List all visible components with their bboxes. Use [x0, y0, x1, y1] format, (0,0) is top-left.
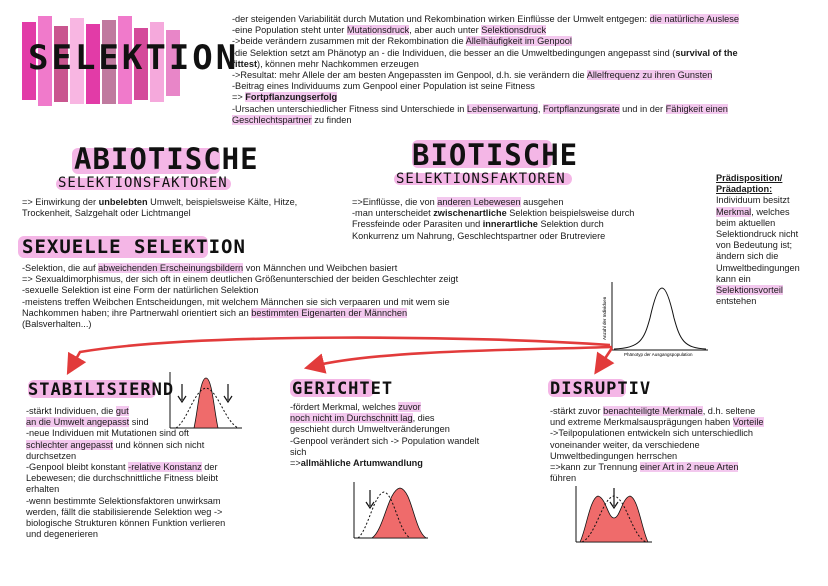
highlighted-term: anderen Lebewesen	[437, 197, 521, 207]
highlighted-term: -relative Konstanz	[128, 462, 202, 473]
text-line: Individuum besitzt	[716, 195, 790, 206]
highlighted-term: schlechter angepasst	[26, 439, 113, 450]
text-line: und degenerieren	[26, 529, 99, 540]
highlighted-term: Fortpflanzungsrate	[543, 103, 620, 114]
highlighted-term: Lebenserwartung	[466, 103, 538, 114]
directional-graph	[350, 480, 432, 542]
text-line: Trockenheit, Salzgehalt oder Lichtmangel	[22, 208, 191, 219]
abiotic-heading: ABIOTISCHE	[74, 142, 259, 176]
highlighted-term: an die Umwelt angepasst	[26, 417, 130, 428]
text-line: -Beitrag eines Individuums zum Genpool einer Population ist seine Fitness	[232, 81, 535, 92]
sexual-heading: SEXUELLE SELEKTION	[22, 236, 246, 258]
disruptive-text	[550, 406, 820, 484]
arrow-to-disruptive	[600, 348, 612, 366]
text-line: ->Teilpopulationen entwickeln sich unterschiedlich	[550, 428, 754, 439]
text-line: ->Resultat: mehr Allele der am besten Angepassten im Genpool, d.h. sie verändern die Allelfrequenz zu ihren Gunsten	[232, 70, 713, 81]
highlighted-term: Fortpflanzungserfolg	[245, 92, 338, 103]
text-line: entstehen	[716, 296, 757, 307]
highlighted-term: zuvor	[398, 402, 421, 412]
text-line: führen	[550, 473, 577, 484]
bold-term: survival of the	[675, 47, 738, 58]
text-line: => Einwirkung der unbelebten Umwelt, beispielsweise Kälte, Hitze,	[22, 197, 298, 207]
bold-term: unbelebten	[98, 197, 148, 207]
text-line: -Genpool verändert sich -> Population wandelt	[290, 435, 480, 446]
arrow-to-directional	[314, 347, 612, 366]
text-line: kann ein	[716, 273, 751, 284]
text-line: Umweltbedingungen herrschen	[550, 450, 678, 461]
text-line: Umweltbedingungen	[716, 262, 800, 273]
main-graph-xlabel: Phänotyp der Ausgangspopulation	[624, 352, 693, 357]
text-line: noch nicht im Durchschnitt lag, dies	[290, 413, 435, 424]
stabilizing-heading: STABILISIERND	[28, 380, 175, 400]
text-line: durchsetzen	[26, 450, 77, 461]
down-arrow-icon	[610, 488, 618, 508]
text-line: an die Umwelt angepasst sind	[26, 417, 149, 428]
text-line: von Bedeutung ist;	[716, 240, 793, 251]
text-line: -die Selektion setzt am Phänotyp an - die Individuen, die besser an die Umweltbedingungen angepasst sind (survival of the	[232, 47, 738, 58]
text-line: -neue Individuen mit Mutationen sind oft	[26, 428, 189, 439]
highlighted-term: Selektionsdruck	[481, 25, 547, 36]
text-line: Fressfeinde oder Parasiten und innerartliche Selektion durch	[352, 219, 604, 230]
text-line: -stärkt Individuen, die gut	[26, 406, 129, 416]
text-line: ->beide verändern zusammen mit der Rekombination die Allelhäufigkeit im Genpool	[232, 36, 572, 47]
highlighted-term: Mutationsdruck	[346, 25, 410, 36]
text-line: geschieht durch Umweltveränderungen	[290, 424, 450, 435]
text-line: (Balsverhalten...)	[22, 319, 92, 330]
main-graph-ylabel: Anzahl der Individuen	[602, 296, 607, 340]
text-line: Selektiondruck nicht	[716, 229, 799, 240]
bold-term: innerartliche	[482, 219, 538, 230]
bold-term: fittest	[232, 58, 258, 69]
text-line: -der steigenden Variabilität durch Mutation und Rekombination wirken Einflüsse der Umwelt entgegen: die natürliche Auslese	[232, 14, 739, 24]
text-line: sich	[290, 446, 307, 457]
highlighted-term: gut	[115, 406, 129, 416]
highlighted-term: Vorteile	[732, 417, 764, 428]
text-line: Lebewesen; die durchschnittliche Fitness bleibt	[26, 473, 219, 484]
text-line: -Selektion, die auf abweichenden Erscheinungsbildern von Männchen und Weibchen basiert	[22, 263, 398, 273]
highlighted-term: benachteiligte Merkmale	[603, 406, 703, 416]
biotic-subheading: SELEKTIONSFAKTOREN	[396, 171, 566, 187]
text-line: ändern sich die	[716, 251, 779, 262]
highlighted-term: abweichenden Erscheinungsbildern	[98, 263, 244, 273]
highlighted-term: noch nicht im Durchschnitt lag	[290, 413, 413, 424]
text-line: Merkmal, welches	[716, 206, 790, 217]
down-arrow-icon	[224, 384, 232, 402]
highlighted-term: Merkmal	[716, 206, 752, 217]
text-line: -man unterscheidet zwischenartliche Selektion beispielsweise durch	[352, 208, 635, 219]
text-line: werden, fällt die stabilisierende Selektion weg ->	[26, 506, 223, 517]
text-line: Geschlechtspartner zu finden	[232, 114, 352, 125]
text-line: -Genpool bleibt konstant -relative Konstanz der	[26, 462, 218, 473]
text-line: =>Einflüsse, die von anderen Lebewesen ausgehen	[352, 197, 564, 207]
directional-text	[290, 402, 530, 469]
bold-term: allmähliche Artumwandlung	[300, 458, 423, 469]
text-line: Nachkommen haben; ihre Partnerwahl orientiert sich an bestimmten Eigenarten der Männchen	[22, 307, 408, 318]
section-label: Prädisposition/	[716, 173, 783, 183]
highlighted-term: Allelhäufigkeit im Genpool	[465, 36, 572, 47]
text-line: und extreme Merkmalsausprägungen haben Vorteile	[550, 417, 764, 428]
abiotic-subheading: SELEKTIONSFAKTOREN	[58, 175, 228, 191]
text-line: biologische Strukturen können Funktion verlieren	[26, 518, 226, 529]
text-line: voneinander weiter, da verschiedene	[550, 439, 700, 450]
highlighted-term: einer Art in 2 neue Arten	[639, 462, 739, 473]
text-line: -eine Population steht unter Mutationsdruck, aber auch unter Selektionsdruck	[232, 25, 547, 36]
highlighted-term: Geschlechtspartner	[232, 114, 312, 125]
bold-term: zwischenartliche	[433, 208, 507, 219]
directional-heading: GERICHTET	[292, 379, 394, 399]
text-line: => Sexualdimorphismus, der sich oft in einem deutlichen Größenunterschied der beiden Geschlechter zeigt	[22, 274, 459, 285]
text-line: =>allmähliche Artumwandlung	[290, 458, 423, 469]
text-line: => Fortpflanzungserfolg	[232, 92, 338, 103]
highlighted-term: Selektionsvorteil	[716, 285, 783, 296]
text-line: =>kann zur Trennung einer Art in 2 neue Arten	[550, 462, 739, 473]
text-line: schlechter angepasst und können sich nicht	[26, 439, 205, 450]
disruptive-heading: DISRUPTIV	[550, 379, 652, 399]
page-title: SELEKTION	[28, 38, 240, 78]
text-line: erhalten	[26, 484, 60, 495]
highlighted-term: die natürliche Auslese	[649, 14, 739, 24]
down-arrow-icon	[366, 490, 374, 508]
text-line: -fördert Merkmal, welches zuvor	[290, 402, 421, 412]
biotic-heading: BIOTISCHE	[412, 138, 579, 172]
highlighted-term: Allelfrequenz zu ihren Gunsten	[586, 70, 713, 81]
highlighted-term: bestimmten Eigenarten der Männchen	[251, 307, 408, 318]
down-arrow-icon	[178, 384, 186, 402]
disruptive-graph	[572, 484, 656, 546]
text-line: -Ursachen unterschiedlicher Fitness sind Unterschiede in Lebenserwartung, Fortpflanzungsrate und in der Fähigkeit einen	[232, 103, 728, 114]
section-label: Präadaption:	[716, 184, 773, 195]
text-line: beim aktuellen	[716, 217, 776, 228]
text-line: fittest), können mehr Nachkommen erzeugen	[232, 58, 419, 69]
text-line: -wenn bestimmte Selektionsfaktoren unwirksam	[26, 495, 221, 506]
text-line: -stärkt zuvor benachteiligte Merkmale, d.h. seltene	[550, 406, 756, 416]
text-line: -meistens treffen Weibchen Entscheidungen, mit welchem Männchen sie sich verpaaren und mit wem sie	[22, 296, 450, 307]
text-line: -sexuelle Selektion ist eine Form der natürlichen Selektion	[22, 285, 259, 296]
stabilizing-graph	[166, 370, 246, 432]
highlighted-term: Fähigkeit einen	[665, 103, 728, 114]
text-line: Konkurrenz um Nahrung, Geschlechtspartner oder Brutreviere	[352, 230, 606, 241]
